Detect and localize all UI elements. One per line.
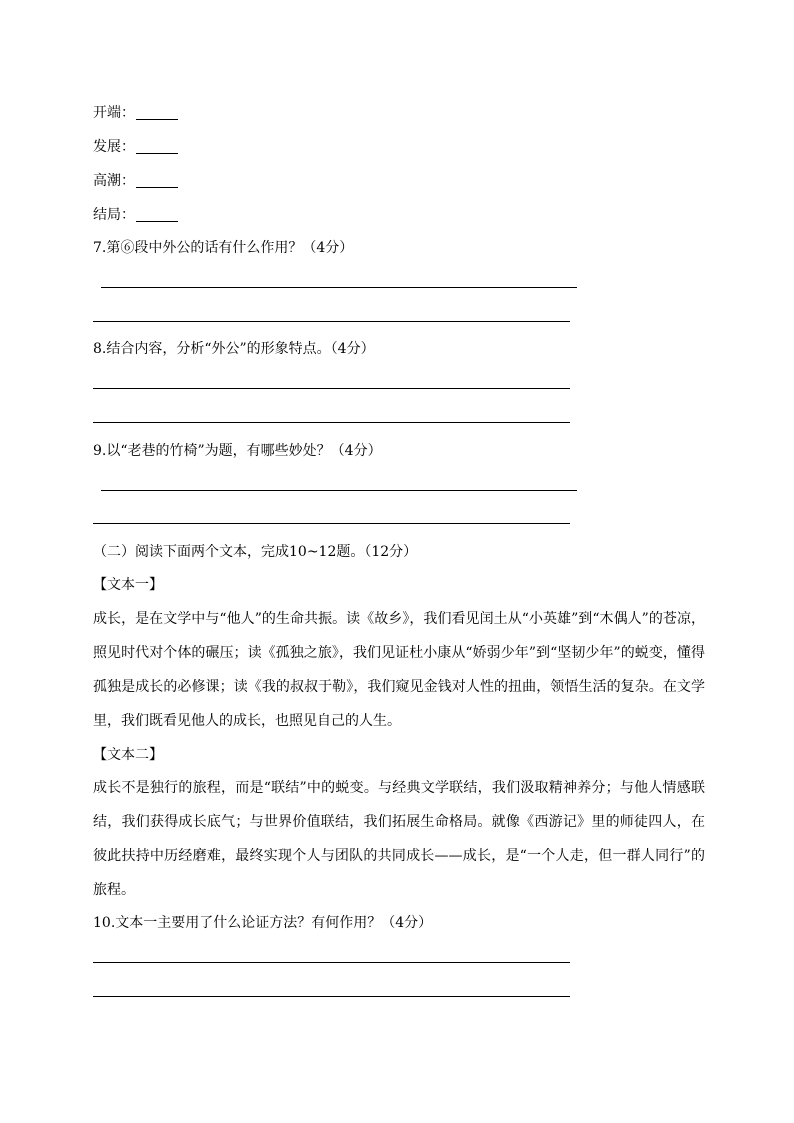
question-8: 8.结合内容，分析“外公”的形象特点。（4分） xyxy=(93,341,375,357)
outline-item-development xyxy=(93,137,178,157)
text2-title: 【文本二】 xyxy=(93,747,163,763)
outline-label-development: 发展： xyxy=(93,139,135,155)
text2-body: 成长不是独行的旅程，而是“联结”中的蜕变。与经典文学联结，我们汲取精神养分；与他人情感联结，我们获得成长底气；与世界价值联结，我们拓展生命格局。就像《西游记》里的师徒四人，在彼此扶持中历经磨难，最终实现个人与团队的共同成长——成长，是“一个人走，但一群人同行”的旅程。 xyxy=(93,780,705,898)
question-9: 9.以“老巷的竹椅”为题，有哪些妙处？（4分） xyxy=(93,443,382,459)
answer-line-q8-2[interactable] xyxy=(93,422,570,423)
question-7: 7.第⑥段中外公的话有什么作用？（4分） xyxy=(93,240,354,256)
answer-line-q7-2[interactable] xyxy=(93,321,570,322)
text1-body: 成长，是在文学中与“他人”的生命共振。读《故乡》，我们看见闰土从“小英雄”到“木偶人”的苍凉，照见时代对个体的碾压；读《孤独之旅》，我们见证杜小康从“娇弱少年”到“坚韧少年”的蜕变，懂得孤独是成长的必修课；读《我的叔叔于勒》，我们窥见金钱对人性的扭曲，领悟生活的复杂。在文学里，我们既看见他人的成长，也照见自己的人生。 xyxy=(93,611,705,729)
answer-line-q8-1[interactable] xyxy=(93,388,570,389)
answer-line-q9-1[interactable] xyxy=(101,490,577,491)
answer-line-q7-1[interactable] xyxy=(101,287,577,288)
question-10: 10.文本一主要用了什么论证方法？有何作用？（4分） xyxy=(93,915,433,931)
answer-blank-start[interactable] xyxy=(136,105,178,120)
outline-item-ending xyxy=(93,205,178,225)
outline-label-climax: 高潮： xyxy=(93,173,135,189)
outline-label-ending: 结局： xyxy=(93,207,135,223)
outline-item-start xyxy=(93,103,178,123)
section-heading: （二）阅读下面两个文本，完成10~12题。（12分） xyxy=(93,544,418,560)
answer-line-q10-2[interactable] xyxy=(93,996,570,997)
answer-blank-climax[interactable] xyxy=(136,173,178,188)
answer-blank-development[interactable] xyxy=(136,139,178,154)
text1-title: 【文本一】 xyxy=(93,577,163,593)
outline-label-start: 开端： xyxy=(93,105,135,121)
answer-line-q10-1[interactable] xyxy=(93,962,570,963)
answer-blank-ending[interactable] xyxy=(136,207,178,222)
outline-item-climax xyxy=(93,171,178,191)
answer-line-q9-2[interactable] xyxy=(93,523,570,524)
